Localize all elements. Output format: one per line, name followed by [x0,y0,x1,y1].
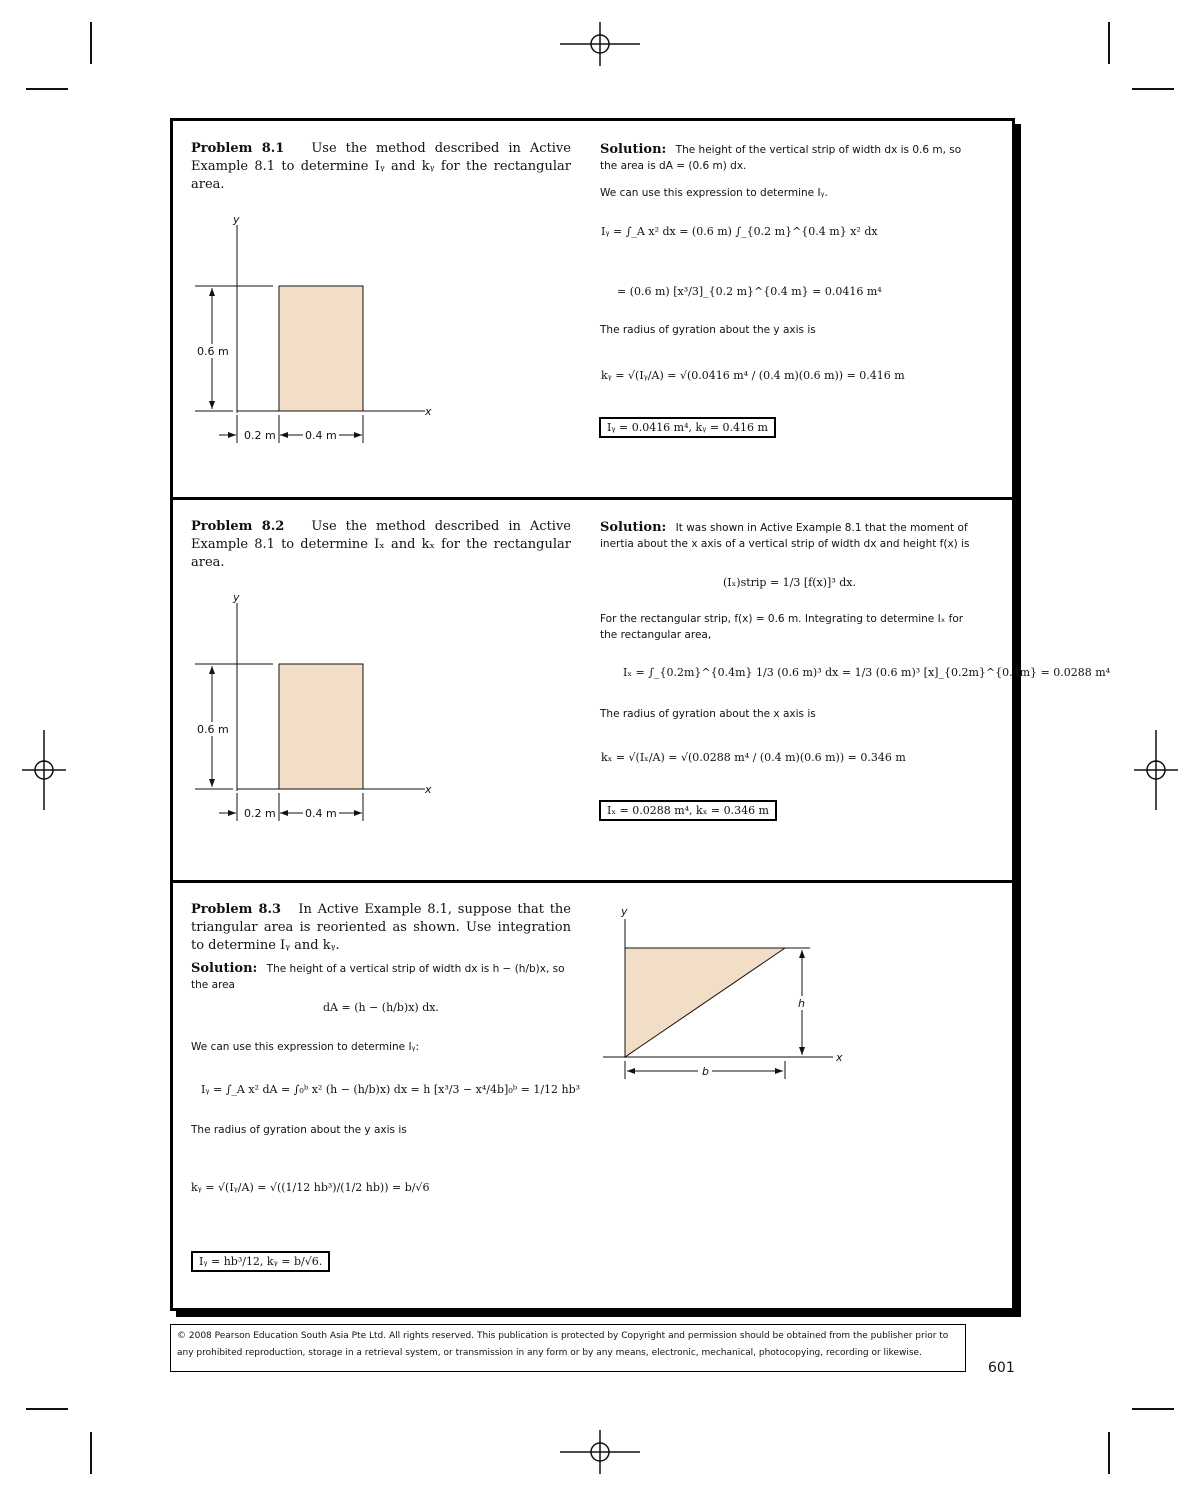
rectangular-area [279,664,363,789]
x-axis-label: x [425,405,432,418]
problem-title: Problem 8.2 [191,519,285,534]
crop-mark-bottom-right-v [1108,1432,1110,1474]
problem-title: Problem 8.1 [191,141,285,156]
y-axis-label: y [233,213,240,226]
x-axis-label: x [425,783,432,796]
crop-mark-bottom-left-v [90,1432,92,1474]
answer-box: Iₓ = 0.0288 m⁴, kₓ = 0.346 m [599,800,777,821]
crop-mark-bottom-left-h [26,1408,68,1410]
solution-line: The radius of gyration about the x axis is [600,708,816,720]
equation: (Iₓ)strip = 1/3 [f(x)]³ dx. [723,576,856,589]
solution-line: The radius of gyration about the y axis is [600,324,816,336]
answer-box: Iᵧ = hb³/12, kᵧ = b/√6. [191,1251,330,1272]
crop-mark-top-right-h [1132,88,1174,90]
solution-line: The radius of gyration about the y axis is [191,1124,407,1136]
problem-frame [170,118,1111,1311]
section-divider [173,497,1012,500]
y-axis-label: y [233,591,240,604]
equation: kᵧ = √(Iᵧ/A) = √(0.0416 m⁴ / (0.4 m)(0.6 m)) = 0.416 m [601,369,905,382]
solution-8-2 [600,520,980,552]
equation: Iᵧ = ∫_A x² dA = ∫₀ᵇ x² (h − (h/b)x) dx = h [x³/3 − x⁴/4b]₀ᵇ = 1/12 hb³ [201,1083,581,1096]
width-dimension-label: 0.4 m [305,807,337,820]
solution-line: For the rectangular strip, f(x) = 0.6 m. Integrating to determine Iₓ for the rectangular area, [600,613,964,641]
figure-8-1 [189,213,439,453]
triangular-area [625,948,785,1057]
problem-8-3-statement [191,901,571,955]
height-dimension-label: 0.6 m [197,723,229,736]
solution-8-1 [600,142,980,174]
problem-title: Problem 8.3 [191,902,282,917]
page-number: 601 [988,1360,1015,1376]
solution-line: We can use this expression to determine Iᵧ. [600,187,828,199]
crop-mark-top-right-v [1108,22,1110,64]
rectangular-area [279,286,363,411]
equation: Iᵧ = ∫_A x² dx = (0.6 m) ∫_{0.2 m}^{0.4 m} x² dx [601,225,878,238]
solution-intro: It was shown in Active Example 8.1 that the moment of inertia about the x axis of a vertical strip of width dx and height f(x) is [600,522,970,550]
solution-intro: The height of the vertical strip of width dx is 0.6 m, so the area is dA = (0.6 m) dx. [600,144,962,172]
solution-heading: Solution: [600,520,667,535]
crop-mark-top-left-h [26,88,68,90]
height-dimension-label: 0.6 m [197,345,229,358]
offset-dimension-label: 0.2 m [244,807,276,820]
answer-box: Iᵧ = 0.0416 m⁴, kᵧ = 0.416 m [599,417,776,438]
solution-8-3 [191,961,571,993]
base-dimension-label: b [702,1065,709,1078]
registration-mark-top [560,22,640,66]
copyright-footer: © 2008 Pearson Education South Asia Pte Ltd. All rights reserved. This publication is protected by Copyright and permission should be obtained from the publisher prior to any prohibited reproduction, storage in a retrieval system, or transmission in any form or by any means, electronic, mechanical, photocopying, recording or likewise. [170,1324,966,1372]
offset-dimension-label: 0.2 m [244,429,276,442]
width-dimension-label: 0.4 m [305,429,337,442]
figure-8-2 [189,591,439,831]
registration-mark-left [22,730,66,810]
equation: kₓ = √(Iₓ/A) = √(0.0288 m⁴ / (0.4 m)(0.6 m)) = 0.346 m [601,751,906,764]
y-axis-label: y [621,905,628,918]
height-dimension-label: h [798,997,805,1010]
problem-text: In Active Example 8.1, suppose that the triangular area is reoriented as shown. Use integration to determine Iᵧ and kᵧ. [191,902,571,953]
registration-mark-right [1134,730,1178,810]
figure-8-3 [598,899,858,1099]
solution-intro: The height of a vertical strip of width dx is h − (h/b)x, so the area [191,963,565,991]
problem-8-1-statement [191,140,571,194]
registration-mark-bottom [560,1430,640,1474]
section-divider [173,880,1012,883]
crop-mark-bottom-right-h [1132,1408,1174,1410]
equation: = (0.6 m) [x³/3]_{0.2 m}^{0.4 m} = 0.0416 m⁴ [617,285,882,298]
solution-heading: Solution: [600,142,667,157]
problem-8-2-statement [191,518,571,572]
equation: Iₓ = ∫_{0.2m}^{0.4m} 1/3 (0.6 m)³ dx = 1/3 (0.6 m)³ [x]_{0.2m}^{0.4m} = 0.0288 m⁴ [623,666,1111,679]
crop-mark-top-left-v [90,22,92,64]
solution-heading: Solution: [191,961,258,976]
problem-text: Use the method described in Active Example 8.1 to determine Iₓ and kₓ for the rectangular area. [191,519,571,570]
equation: dA = (h − (h/b)x) dx. [323,1001,439,1014]
equation: kᵧ = √(Iᵧ/A) = √((1/12 hb³)/(1/2 hb)) = b/√6 [191,1181,430,1194]
solution-line: We can use this expression to determine Iᵧ: [191,1041,420,1053]
x-axis-label: x [836,1051,843,1064]
problem-text: Use the method described in Active Example 8.1 to determine Iᵧ and kᵧ for the rectangular area. [191,141,571,192]
